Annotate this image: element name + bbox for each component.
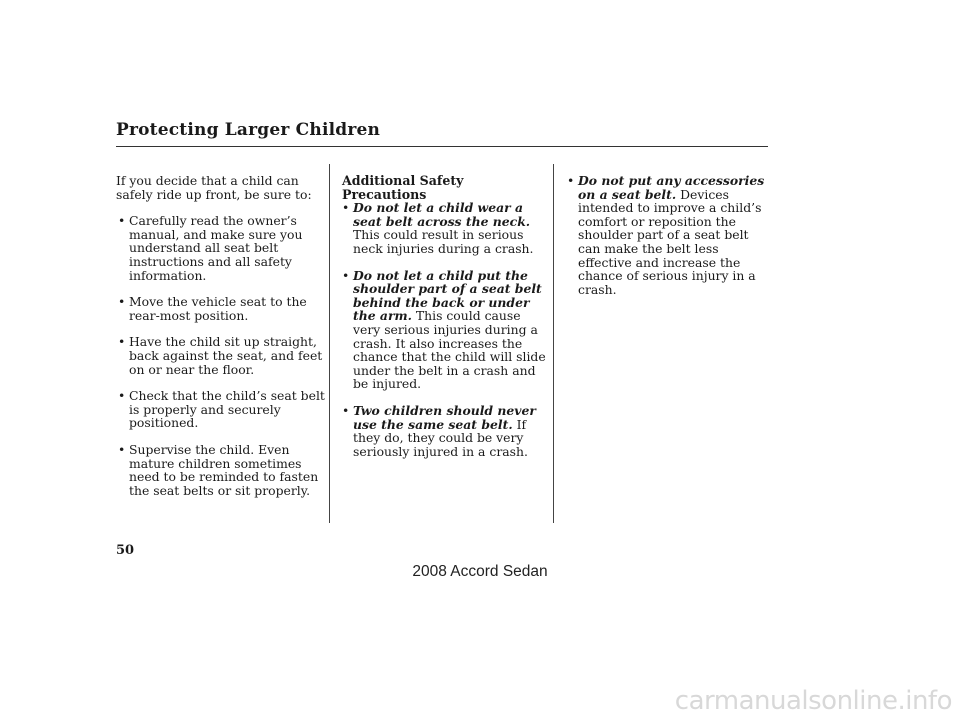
list-item — [340, 269, 548, 391]
title-rule — [116, 146, 768, 147]
list-item-text: If they do, they could be very seriously injured in a crash. — [353, 416, 528, 459]
list-item-text: Devices intended to improve a child’s comfort or reposition the shoulder part of a seat belt can make the belt less effective and increase the chance of serious injury in a crash. — [578, 186, 762, 297]
list-item-text: Have the child sit up straight, back against the seat, and feet on or near the floor. — [129, 334, 323, 377]
list-item-text: Supervise the child. Even mature children sometimes need to be reminded to fasten the seat belts or sit properly. — [129, 441, 319, 498]
bullet-icon: • — [342, 402, 350, 418]
list-item — [116, 214, 328, 282]
bullet-icon: • — [118, 334, 126, 350]
list-item — [116, 443, 328, 497]
list-item-text: Move the vehicle seat to the rear-most position. — [129, 294, 307, 323]
column-middle — [340, 174, 548, 471]
bullet-icon: • — [118, 213, 126, 229]
column-right — [565, 174, 765, 296]
page-title: Protecting Larger Children — [116, 120, 381, 140]
warning-lead: Do not let a child put the shoulder part of a seat belt behind the back or under the arm. — [353, 267, 542, 324]
list-item — [116, 335, 328, 376]
list-item — [340, 404, 548, 458]
list-item-text: Carefully read the owner’s manual, and make sure you understand all seat belt instructions and all safety information. — [129, 213, 303, 283]
list-item — [116, 295, 328, 322]
list-item — [565, 174, 765, 296]
bullet-icon: • — [567, 173, 575, 188]
warning-lead: Do not put any accessories on a seat belt. — [578, 173, 765, 202]
watermark: carmanualsonline.info — [674, 686, 952, 716]
bullet-icon: • — [342, 200, 350, 216]
warning-lead: Do not let a child wear a seat belt across the neck. — [353, 200, 531, 229]
bullet-icon: • — [118, 294, 126, 310]
warning-lead: Two children should never use the same seat belt. — [353, 402, 536, 432]
list-item-text: This could result in serious neck injuries during a crash. — [353, 227, 534, 256]
bullet-icon: • — [118, 441, 126, 457]
list-item-text: This could cause very serious injuries during a crash. It also increases the chance that the child will slide under the belt in a crash and be injured. — [353, 308, 546, 392]
page-number: 50 — [116, 543, 135, 558]
section-heading: Additional Safety Precautions — [342, 173, 464, 202]
footer-model-label: 2008 Accord Sedan — [412, 563, 548, 580]
bullet-icon: • — [118, 388, 126, 404]
intro-paragraph: If you decide that a child can safely ride up front, be sure to: — [116, 173, 312, 202]
list-item-text: Check that the child’s seat belt is properly and securely positioned. — [129, 388, 325, 431]
column-left — [116, 174, 328, 497]
column-divider-2 — [553, 164, 554, 523]
list-item — [340, 201, 548, 255]
bullet-icon: • — [342, 267, 350, 283]
column-divider-1 — [329, 164, 330, 523]
list-item — [116, 389, 328, 430]
